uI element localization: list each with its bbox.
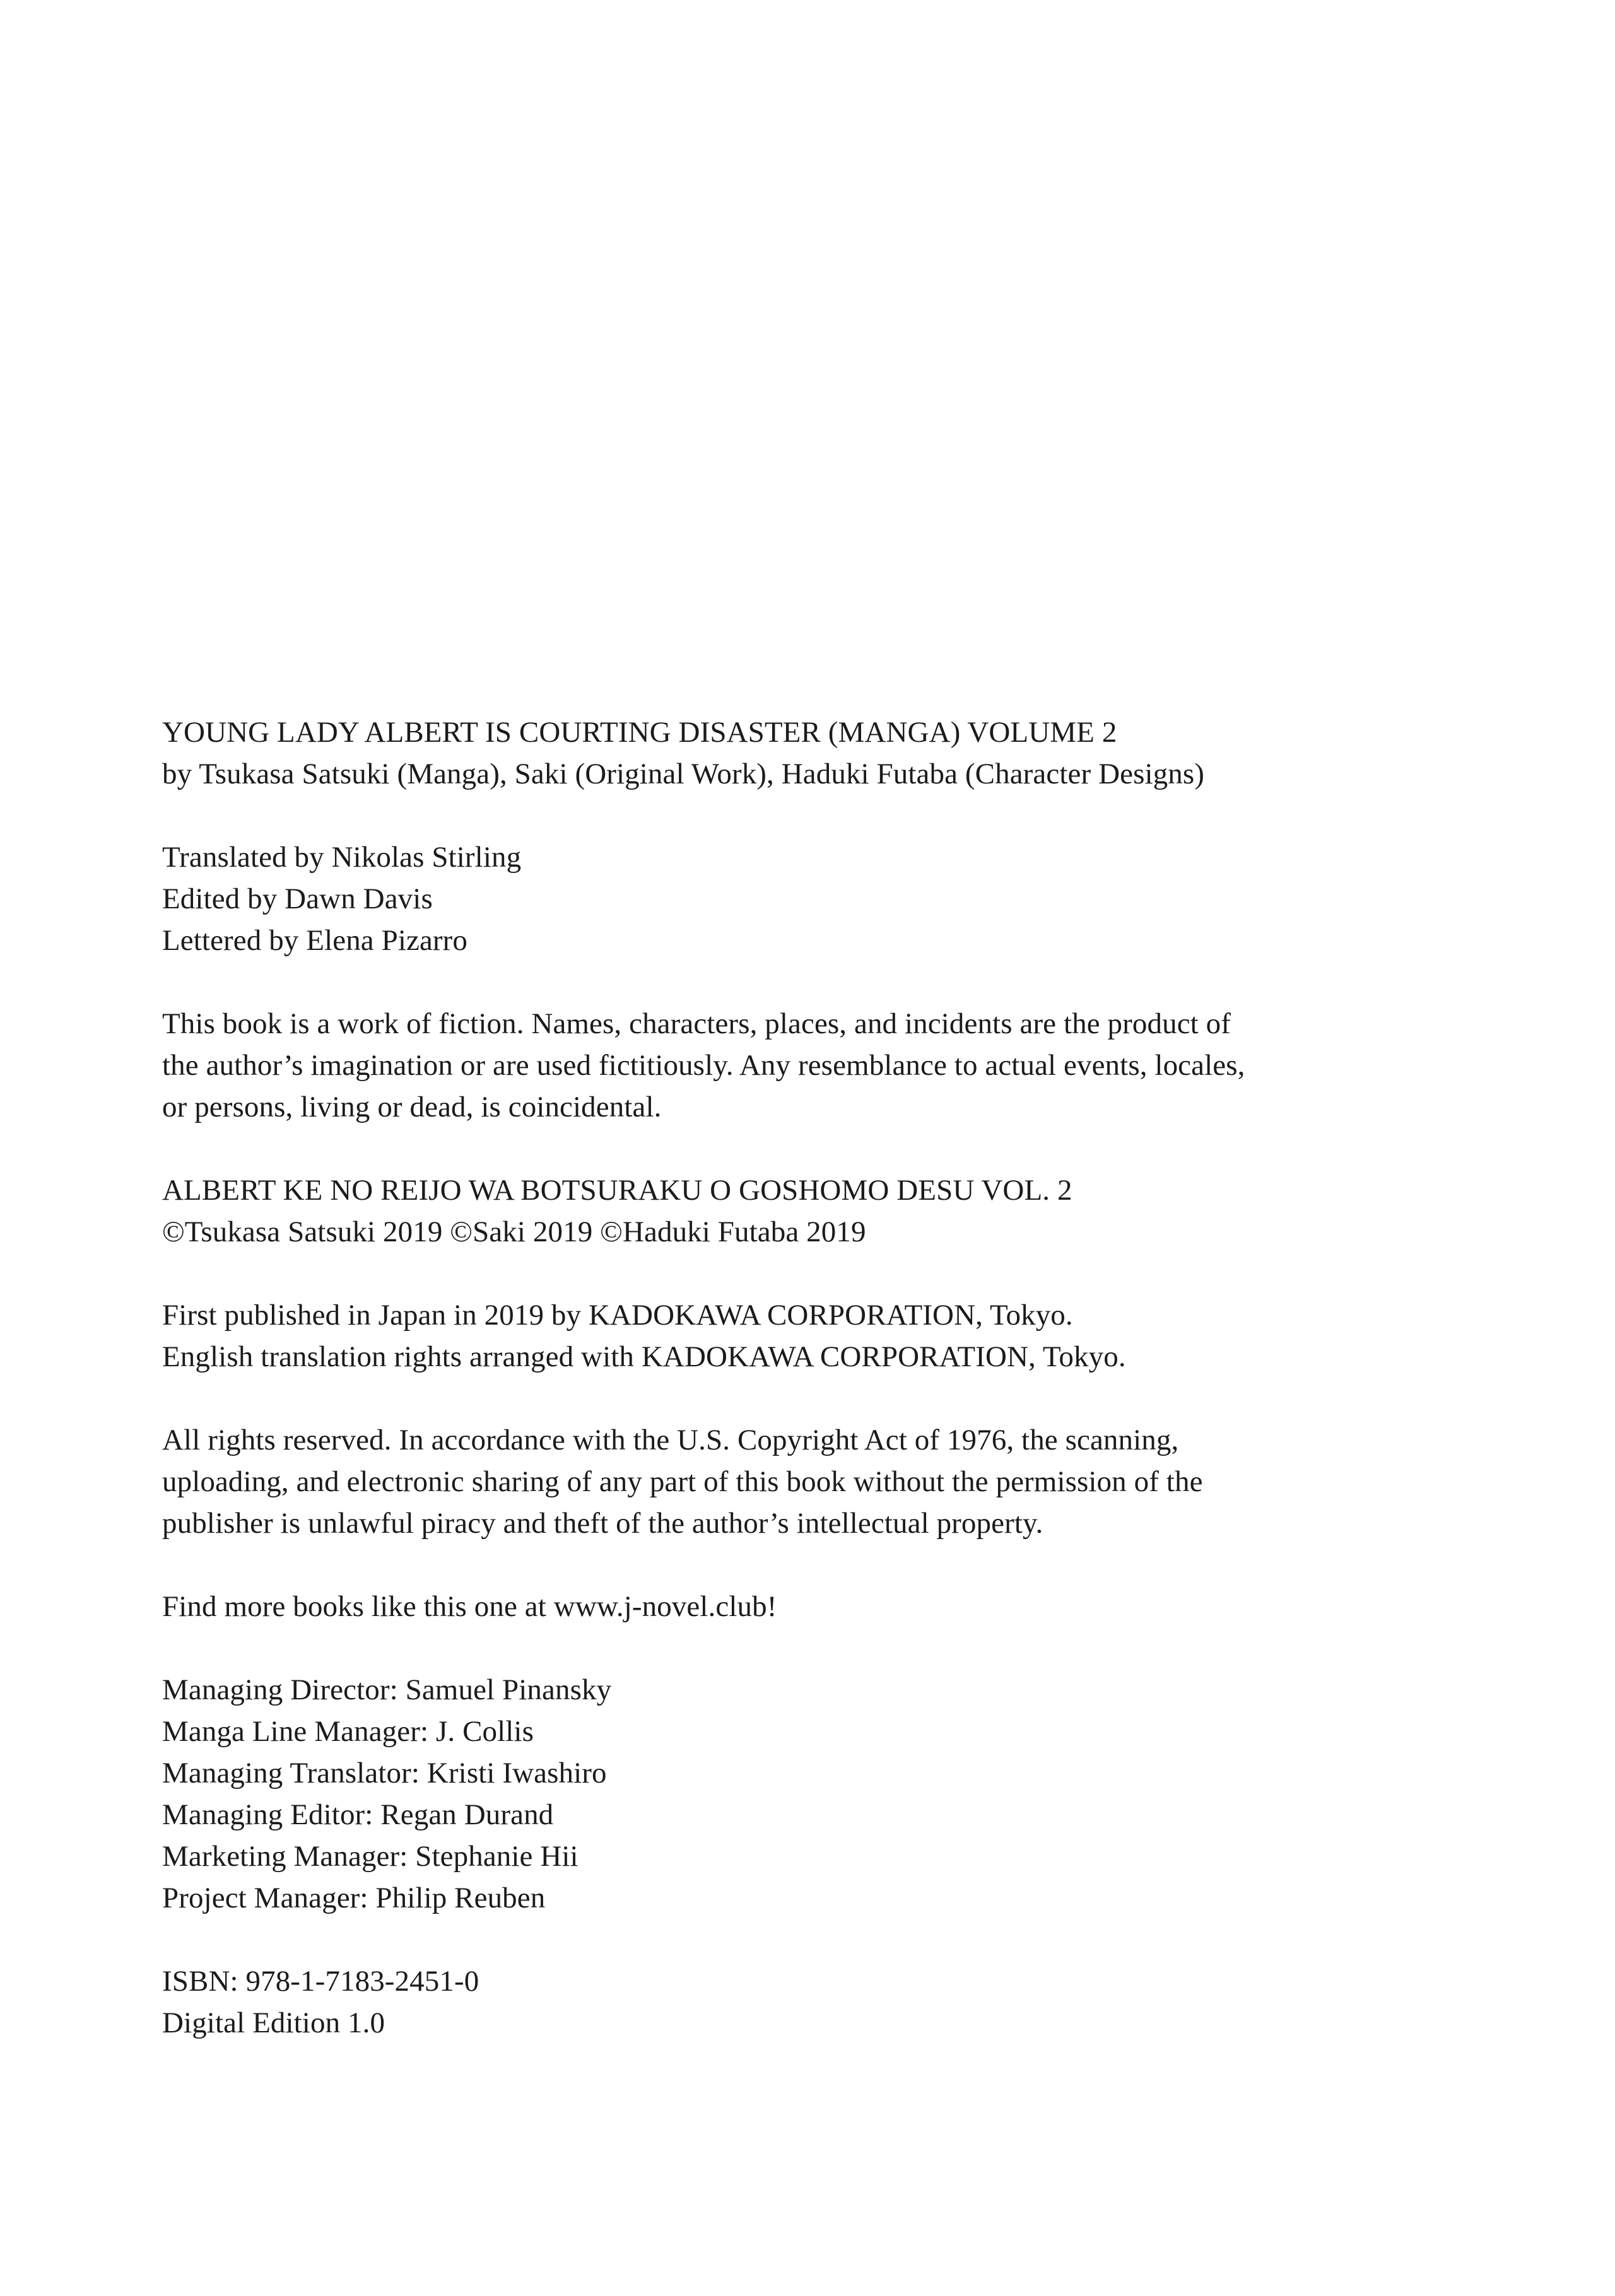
company-staff [162,1669,1245,1919]
book-title-credits-line: YOUNG LADY ALBERT IS COURTING DISASTER (MANGA) VOLUME 2 [162,716,1117,749]
fiction-disclaimer-line: This book is a work of fiction. Names, characters, places, and incidents are the product of [162,1007,1231,1040]
company-staff-line: Marketing Manager: Stephanie Hii [162,1840,578,1873]
publication-info-line: English translation rights arranged with KADOKAWA CORPORATION, Tokyo. [162,1340,1126,1373]
fiction-disclaimer [162,1003,1245,1128]
isbn-edition-line: ISBN: 978-1-7183-2451-0 [162,1965,479,1998]
book-title-credits-line: by Tsukasa Satsuki (Manga), Saki (Original Work), Haduki Futaba (Character Designs) [162,758,1204,790]
japanese-title-copyright-line: ©Tsukasa Satsuki 2019 ©Saki 2019 ©Haduki Futaba 2019 [162,1215,866,1248]
rights-notice-line: publisher is unlawful piracy and theft of the author’s intellectual property. [162,1507,1043,1540]
company-staff-line: Managing Translator: Kristi Iwashiro [162,1757,607,1789]
isbn-edition [162,1960,1245,2044]
japanese-title-copyright [162,1169,1245,1253]
company-staff-line: Managing Director: Samuel Pinansky [162,1673,612,1706]
localization-staff-line: Edited by Dawn Davis [162,882,433,915]
company-staff-line: Managing Editor: Regan Durand [162,1798,554,1831]
fiction-disclaimer-line: the author’s imagination or are used fictitiously. Any resemblance to actual events, locales, [162,1049,1245,1082]
rights-notice-line: All rights reserved. In accordance with the U.S. Copyright Act of 1976, the scanning, [162,1424,1179,1456]
website-promo [162,1586,1245,1627]
company-staff-line: Manga Line Manager: J. Collis [162,1715,534,1748]
localization-staff-line: Translated by Nikolas Stirling [162,841,522,874]
publication-info-line: First published in Japan in 2019 by KADOKAWA CORPORATION, Tokyo. [162,1299,1073,1332]
localization-staff-line: Lettered by Elena Pizarro [162,924,468,957]
rights-notice [162,1419,1245,1544]
company-staff-line: Project Manager: Philip Reuben [162,1882,546,1914]
fiction-disclaimer-line: or persons, living or dead, is coincidental. [162,1091,662,1123]
isbn-edition-line: Digital Edition 1.0 [162,2006,385,2039]
publication-info [162,1294,1245,1378]
colophon-text-block [162,712,1245,2044]
japanese-title-copyright-line: ALBERT KE NO REIJO WA BOTSURAKU O GOSHOMO DESU VOL. 2 [162,1174,1072,1207]
website-promo-line: Find more books like this one at www.j-novel.club! [162,1590,777,1623]
book-title-credits [162,712,1245,795]
rights-notice-line: uploading, and electronic sharing of any part of this book without the permission of the [162,1465,1203,1498]
localization-staff [162,836,1245,961]
